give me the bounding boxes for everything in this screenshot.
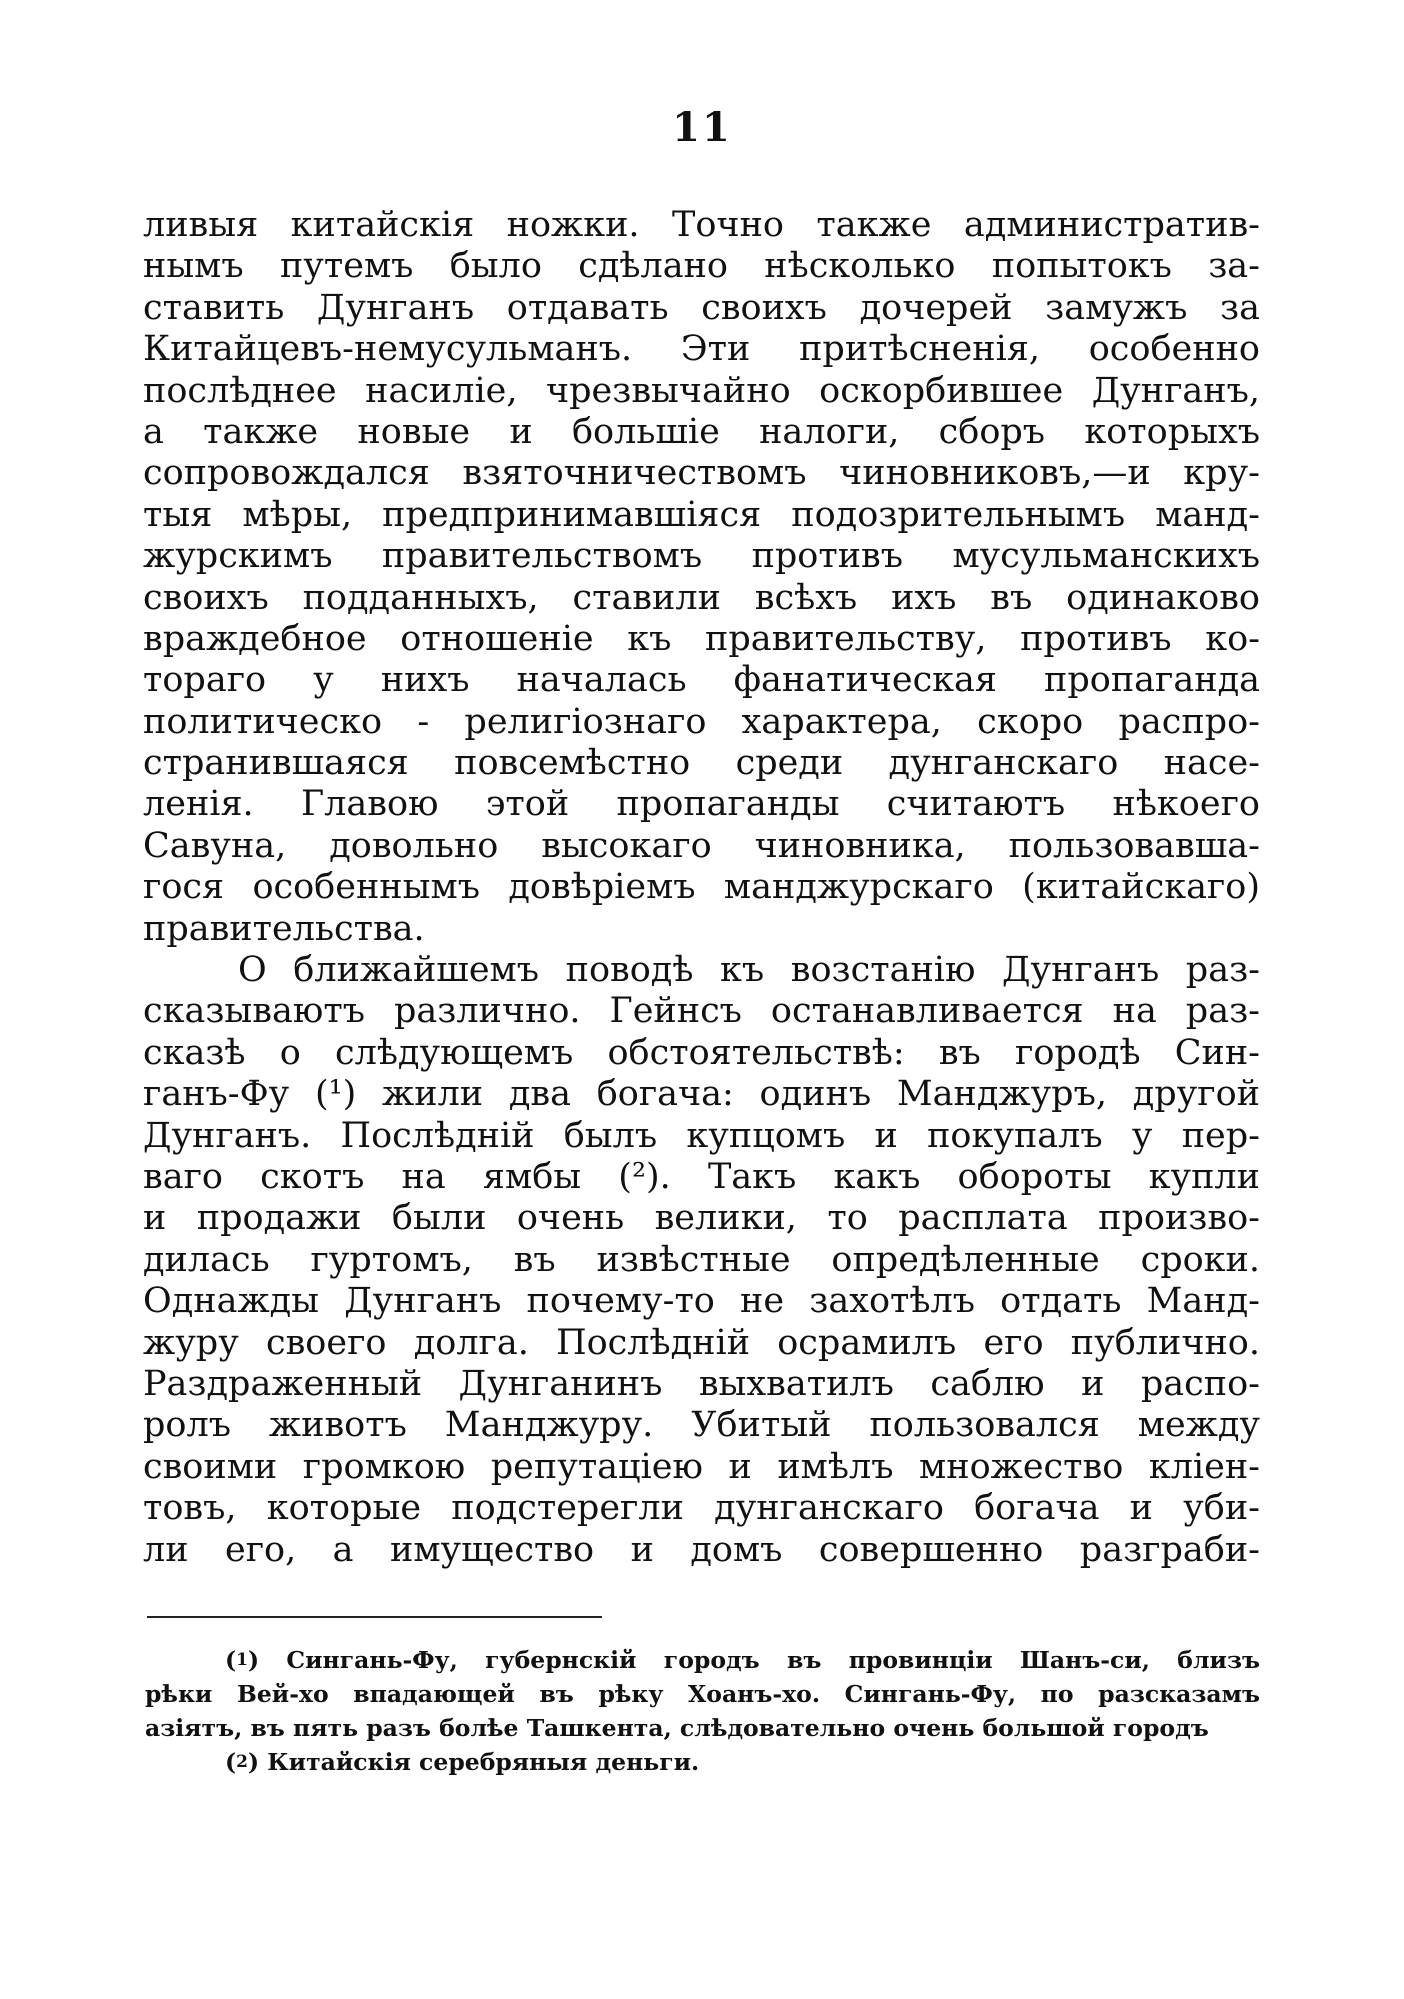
text-line: О ближайшемъ поводѣ къ возстанію Дунганъ раз-: [238, 950, 1260, 991]
text-line: ганъ-Фу (¹) жили два богача: одинъ Манджуръ, другой: [143, 1074, 1260, 1115]
footnote-2: ($^2$) Китайскія серебряныя деньги.: [225, 1748, 700, 1776]
text-line: ленія. Главою этой пропаганды считаютъ нѣкоего: [143, 784, 1260, 825]
footnote-2-marker: 2: [236, 1752, 248, 1772]
text-line: Дунганъ. Послѣдній былъ купцомъ и покупалъ у пер-: [143, 1115, 1260, 1156]
text-line: гося особеннымъ довѣріемъ манджурскаго (китайскаго): [143, 867, 1260, 908]
page-number: 11: [672, 104, 732, 151]
footnote-1: ($^1$) Сингань-Фу, губернскій городъ въ провинціи Шанъ-си, близъ: [225, 1646, 1260, 1674]
text-line: сказываютъ различно. Гейнсъ останавливается на раз-: [143, 991, 1260, 1032]
text-line: тыя мѣры, предпринимавшіяся подозрительнымъ манд-: [143, 494, 1260, 535]
text-line: странившаяся повсемѣстно среди дунганскаго насе-: [143, 743, 1260, 784]
footnote-1-line-2: рѣки Вей-хо впадающей въ рѣку Хоанъ-хо. Сингань-Фу, по разсказамъ: [145, 1680, 1260, 1708]
text-line: ваго скотъ на ямбы (²). Такъ какъ обороты купли: [143, 1156, 1260, 1197]
text-line: товъ, которые подстерегли дунганскаго богача и уби-: [143, 1488, 1260, 1529]
text-line: политическо - религіознаго характера, скоро распро-: [143, 701, 1260, 742]
text-line: послѣднее насиліе, чрезвычайно оскорбившее Дунганъ,: [143, 370, 1260, 411]
text-line: сказѣ о слѣдующемъ обстоятельствѣ: въ городѣ Син-: [143, 1032, 1260, 1073]
footnotes: [145, 1643, 1260, 1779]
footnote-divider: [147, 1616, 602, 1618]
text-line: Раздраженный Дунганинъ выхватилъ саблю и распо-: [143, 1363, 1260, 1404]
text-line: дилась гуртомъ, въ извѣстные опредѣленные сроки.: [143, 1239, 1260, 1280]
text-line: журскимъ правительствомъ противъ мусульманскихъ: [143, 536, 1260, 577]
footnote-1-line-1: Сингань-Фу, губернскій городъ въ провинціи Шанъ-си, близъ: [286, 1646, 1260, 1674]
text-line: своими громкою репутаціею и имѣлъ множество кліен-: [143, 1446, 1260, 1487]
footnote-1-line-3: азіятъ, въ пять разъ болѣе Ташкента, слѣдовательно очень большой городъ: [145, 1714, 1209, 1742]
text-line: ставить Дунганъ отдавать своихъ дочерей замужъ за: [143, 287, 1260, 328]
text-line: враждебное отношеніе къ правительству, противъ ко-: [143, 618, 1260, 659]
text-line: ролъ животъ Манджуру. Убитый пользовался между: [143, 1405, 1260, 1446]
text-line: Однажды Дунганъ почему-то не захотѣлъ отдать Mанд-: [143, 1281, 1260, 1322]
text-line: нымъ путемъ было сдѣлано нѣсколько попытокъ за-: [143, 246, 1260, 287]
footnote-1-marker: 1: [236, 1650, 248, 1670]
text-line: сопровождался взяточничествомъ чиновниковъ,—и кру-: [143, 453, 1260, 494]
text-line: своихъ подданныхъ, ставили всѣхъ ихъ въ одинаково: [143, 577, 1260, 618]
text-line: правительства.: [143, 908, 425, 949]
text-line: Савуна, довольно высокаго чиновника, пользовавша-: [143, 825, 1260, 866]
text-line: а также новые и большіе налоги, сборъ которыхъ: [143, 411, 1260, 452]
text-line: Китайцевъ-немусульманъ. Эти притѣсненія, особенно: [143, 329, 1260, 370]
main-text: [143, 205, 1260, 1571]
text-line: и продажи были очень велики, то расплата произво-: [143, 1198, 1260, 1239]
text-line: ливыя китайскія ножки. Точно также административ-: [143, 205, 1260, 245]
text-line: ли его, а имущество и домъ совершенно разграби-: [143, 1529, 1260, 1570]
text-line: тораго у нихъ началась фанатическая пропаганда: [143, 660, 1260, 701]
footnote-2-text: Китайскія серебряныя деньги.: [267, 1748, 700, 1776]
text-line: журу своего долга. Послѣдній осрамилъ его публично.: [143, 1322, 1260, 1363]
